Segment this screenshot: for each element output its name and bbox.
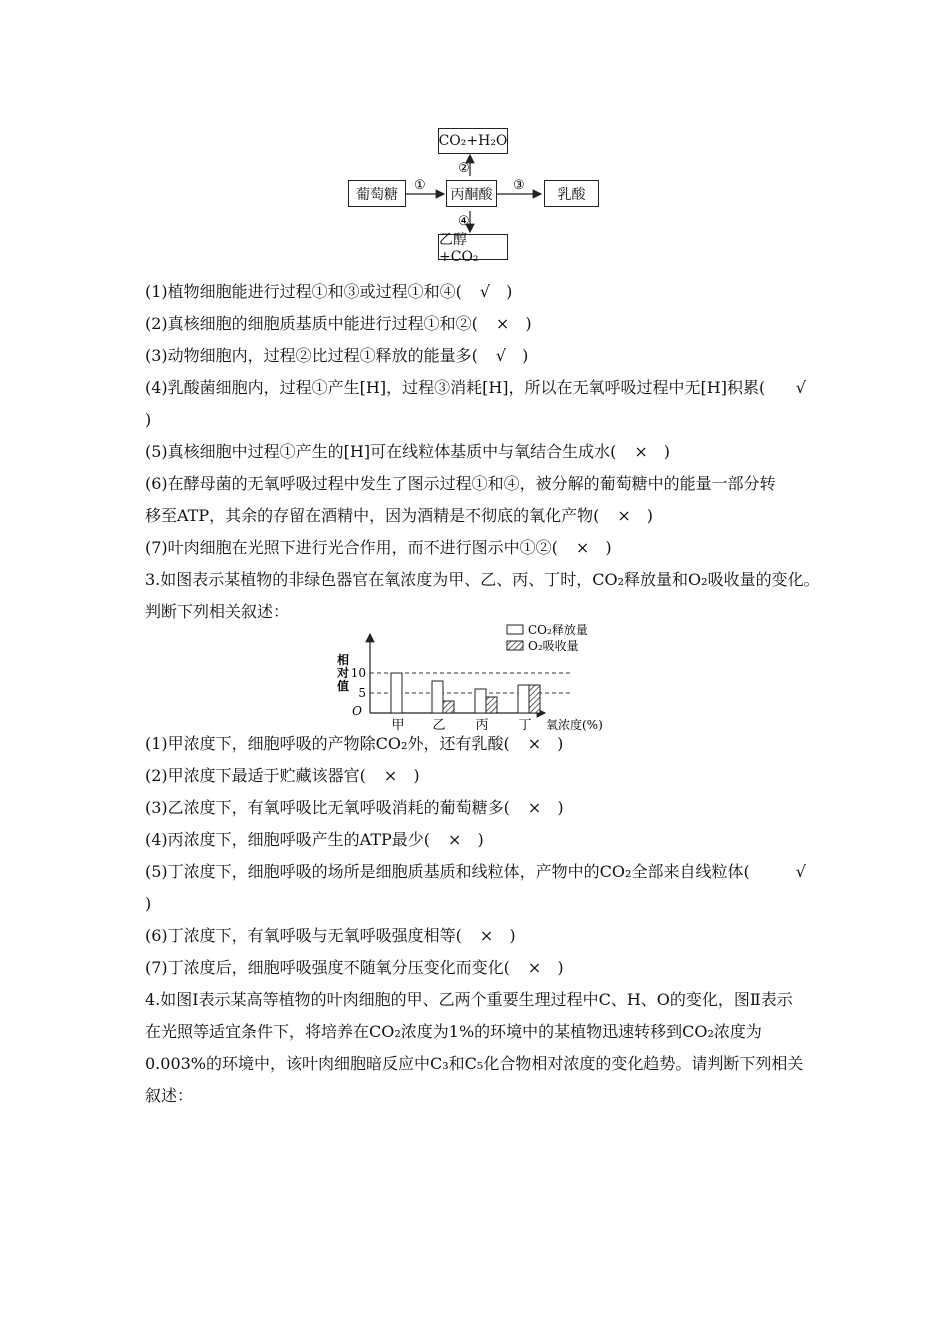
box-ethanol-co2 — [438, 232, 508, 265]
bar-o2-2 — [486, 697, 497, 713]
origin-label: O — [352, 704, 362, 718]
box-lactate — [544, 180, 599, 207]
q3-item-2: (2)甲浓度下最适于贮藏该器官( × ) — [145, 766, 420, 785]
q2-answer-3: √ — [495, 346, 507, 365]
y-axis-label-char-2: 值 — [337, 679, 350, 693]
arrow-label-2: ② — [458, 161, 470, 176]
q3-answer-3: × — [527, 798, 542, 817]
q4-line3: 0.003%的环境中，该叶肉细胞暗反应中C₃和C₅化合物相对浓度的变化趋势。请判断下列相关 — [145, 1054, 804, 1073]
bar-co2-3 — [518, 685, 529, 713]
q2-item-6-cont: 移至ATP，其余的存留在酒精中，因为酒精是不彻底的氧化产物( × ) — [145, 506, 654, 525]
bar-co2-0 — [391, 673, 402, 713]
q2-answer-5: × — [634, 442, 648, 461]
q4-line2: 在光照等适宜条件下，将培养在CO₂浓度为1%的环境中的某植物迅速转移到CO₂浓度为 — [145, 1022, 762, 1041]
q2-item-5: (5)真核细胞中过程①产生的[H]可在线粒体基质中与氧结合生成水( × ) — [145, 442, 671, 461]
legend-label-co2: CO₂释放量 — [528, 623, 588, 637]
box-pyruvate — [446, 180, 497, 207]
q2-item-7: (7)叶肉细胞在光照下进行光合作用，而不进行图示中①②( × ) — [145, 538, 612, 557]
box-co2-h2o — [438, 128, 508, 154]
q2-answer-6: × — [617, 506, 631, 525]
legend-swatch-o2 — [507, 641, 523, 650]
q3-stem-line2: 判断下列相关叙述： — [145, 602, 290, 621]
q3-answer-2: × — [383, 766, 398, 785]
arrow-label-1: ① — [414, 178, 426, 193]
bar-o2-3 — [529, 685, 540, 713]
y-tick-label-10: 10 — [350, 666, 366, 680]
box-co2-h2o-label: CO₂+H₂O — [438, 133, 508, 149]
q3-item-3: (3)乙浓度下，有氧呼吸比无氧呼吸消耗的葡萄糖多( × ) — [145, 798, 564, 817]
q3-answer-7: × — [527, 958, 542, 977]
q2-answer-7: × — [575, 538, 590, 557]
q4-line4: 叙述： — [145, 1086, 194, 1105]
x-tick-label-1: 乙 — [432, 718, 446, 733]
bar-co2-1 — [432, 681, 443, 713]
arrow-label-3: ③ — [513, 178, 525, 193]
q3-answer-6: × — [479, 926, 494, 945]
y-axis-label-char-0: 相 — [337, 653, 350, 667]
q2-item-2: (2)真核细胞的细胞质基质中能进行过程①和②( × ) — [145, 314, 532, 333]
q2-item-4: (4)乳酸菌细胞内，过程①产生[H]，过程③消耗[H]，所以在无氧呼吸过程中无[H]积累( √ — [145, 378, 806, 397]
q2-item-6: (6)在酵母菌的无氧呼吸过程中发生了图示过程①和④，被分解的葡萄糖中的能量一部分转 — [145, 474, 776, 493]
q3-answer-5: √ — [795, 862, 806, 881]
arrow-label-4: ④ — [458, 214, 470, 229]
x-tick-label-3: 丁 — [518, 718, 532, 733]
q3-stem-line1: 3.如图表示某植物的非绿色器官在氧浓度为甲、乙、丙、丁时，CO₂释放量和O₂吸收量的变化。 — [145, 570, 820, 589]
q3-item-4: (4)丙浓度下，细胞呼吸产生的ATP最少( × ) — [145, 830, 484, 849]
bar-o2-1 — [443, 701, 454, 713]
q2-answer-1: √ — [479, 282, 491, 301]
x-tick-label-0: 甲 — [391, 718, 405, 733]
q2-item-1: (1)植物细胞能进行过程①和③或过程①和④( √ ) — [145, 282, 513, 301]
bar-co2-2 — [475, 689, 486, 713]
y-axis-label-char-1: 对 — [337, 666, 350, 680]
q3-item-5-close: ) — [145, 894, 152, 913]
bar-chart — [0, 620, 950, 733]
q4-line1: 4.如图Ⅰ表示某高等植物的叶肉细胞的甲、乙两个重要生理过程中C、H、O的变化，图Ⅱ表示 — [145, 990, 793, 1009]
q3-item-7: (7)丁浓度后，细胞呼吸强度不随氧分压变化而变化( × ) — [145, 958, 564, 977]
q3-item-6: (6)丁浓度下，有氧呼吸与无氧呼吸强度相等( × ) — [145, 926, 516, 945]
q2-item-3: (3)动物细胞内，过程②比过程①释放的能量多( √ ) — [145, 346, 529, 365]
box-lactate-label: 乳酸 — [557, 186, 586, 203]
x-axis-label: 氧浓度(%) — [546, 718, 603, 732]
q3-answer-4: × — [448, 830, 462, 849]
q3-item-1: (1)甲浓度下，细胞呼吸的产物除CO₂外，还有乳酸( × ) — [145, 734, 564, 753]
y-tick-label-5: 5 — [358, 686, 366, 700]
box-glucose — [348, 180, 406, 207]
q2-answer-2: × — [495, 314, 510, 333]
legend-label-o2: O₂吸收量 — [528, 639, 579, 653]
legend-swatch-co2 — [507, 625, 523, 634]
box-ethanol-co2-label: 乙醇 +CO₂ — [439, 232, 479, 265]
q3-item-5: (5)丁浓度下，细胞呼吸的场所是细胞质基质和线粒体，产物中的CO₂全部来自线粒体( √ — [145, 862, 806, 881]
box-pyruvate-label: 丙酮酸 — [450, 186, 493, 203]
q2-answer-4: √ — [795, 378, 806, 397]
x-tick-label-2: 丙 — [475, 718, 489, 733]
box-glucose-label: 葡萄糖 — [356, 186, 398, 203]
q2-item-4-close: ) — [145, 410, 152, 429]
q3-answer-1: × — [527, 734, 542, 753]
